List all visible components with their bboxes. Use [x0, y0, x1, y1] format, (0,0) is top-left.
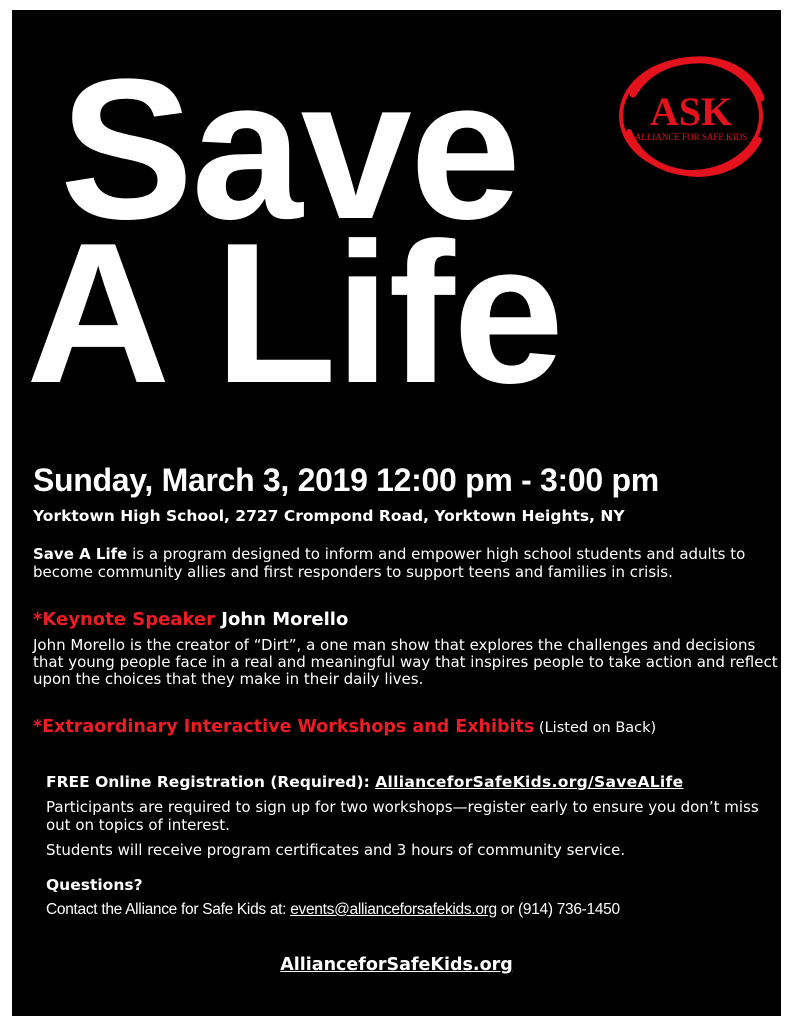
contact-email-link[interactable]: events@allianceforsafekids.org [290, 901, 497, 918]
keynote-speaker-name: John Morello [215, 609, 349, 630]
logo-name: ALLIANCE FOR SAFE KIDS [634, 132, 748, 142]
certificates-note: Students will receive program certificates and 3 hours of community service. [46, 841, 626, 859]
contact-phone: or (914) 736-1450 [496, 901, 620, 918]
event-venue: Yorktown High School, 2727 Crompond Road, Yorktown Heights, NY [33, 507, 625, 525]
footer-website-link[interactable]: AllianceforSafeKids.org [280, 955, 513, 975]
registration-link[interactable]: AllianceforSafeKids.org/SaveALife [375, 773, 684, 791]
contact-line [46, 901, 620, 919]
hero-title-line-1: Save [60, 38, 520, 261]
intro-paragraph [33, 545, 778, 581]
registration-line [46, 773, 683, 791]
keynote-heading [33, 609, 348, 630]
ask-logo [615, 54, 767, 178]
questions-heading: Questions? [46, 876, 143, 894]
workshops-heading [33, 717, 656, 737]
keynote-bio: John Morello is the creator of “Dirt”, a one man show that explores the challenges and decisions that young people face in a real and meaningful way that inspires people to take action and reflect upon the choices that they make in their daily lives. [33, 636, 778, 688]
participants-note: Participants are required to sign up for two workshops—register early to ensure you don’t miss out on topics of interest. [46, 798, 759, 834]
flyer [12, 10, 781, 1016]
logo-acronym: ASK [649, 89, 733, 134]
hero-title-line-2: A Life [26, 202, 563, 425]
registration-label: FREE Online Registration (Required): [46, 773, 376, 791]
keynote-label: *Keynote Speaker [33, 609, 216, 630]
event-date-time: Sunday, March 3, 2019 12:00 pm - 3:00 pm [33, 462, 659, 498]
contact-prefix: Contact the Alliance for Safe Kids at: [46, 901, 291, 918]
program-name: Save A Life [33, 545, 128, 563]
program-description: is a program designed to inform and empower high school students and adults to become community allies and first responders to support teens and families in crisis. [33, 545, 746, 581]
workshops-note: (Listed on Back) [534, 720, 657, 736]
workshops-label: *Extraordinary Interactive Workshops and Exhibits [33, 717, 535, 737]
